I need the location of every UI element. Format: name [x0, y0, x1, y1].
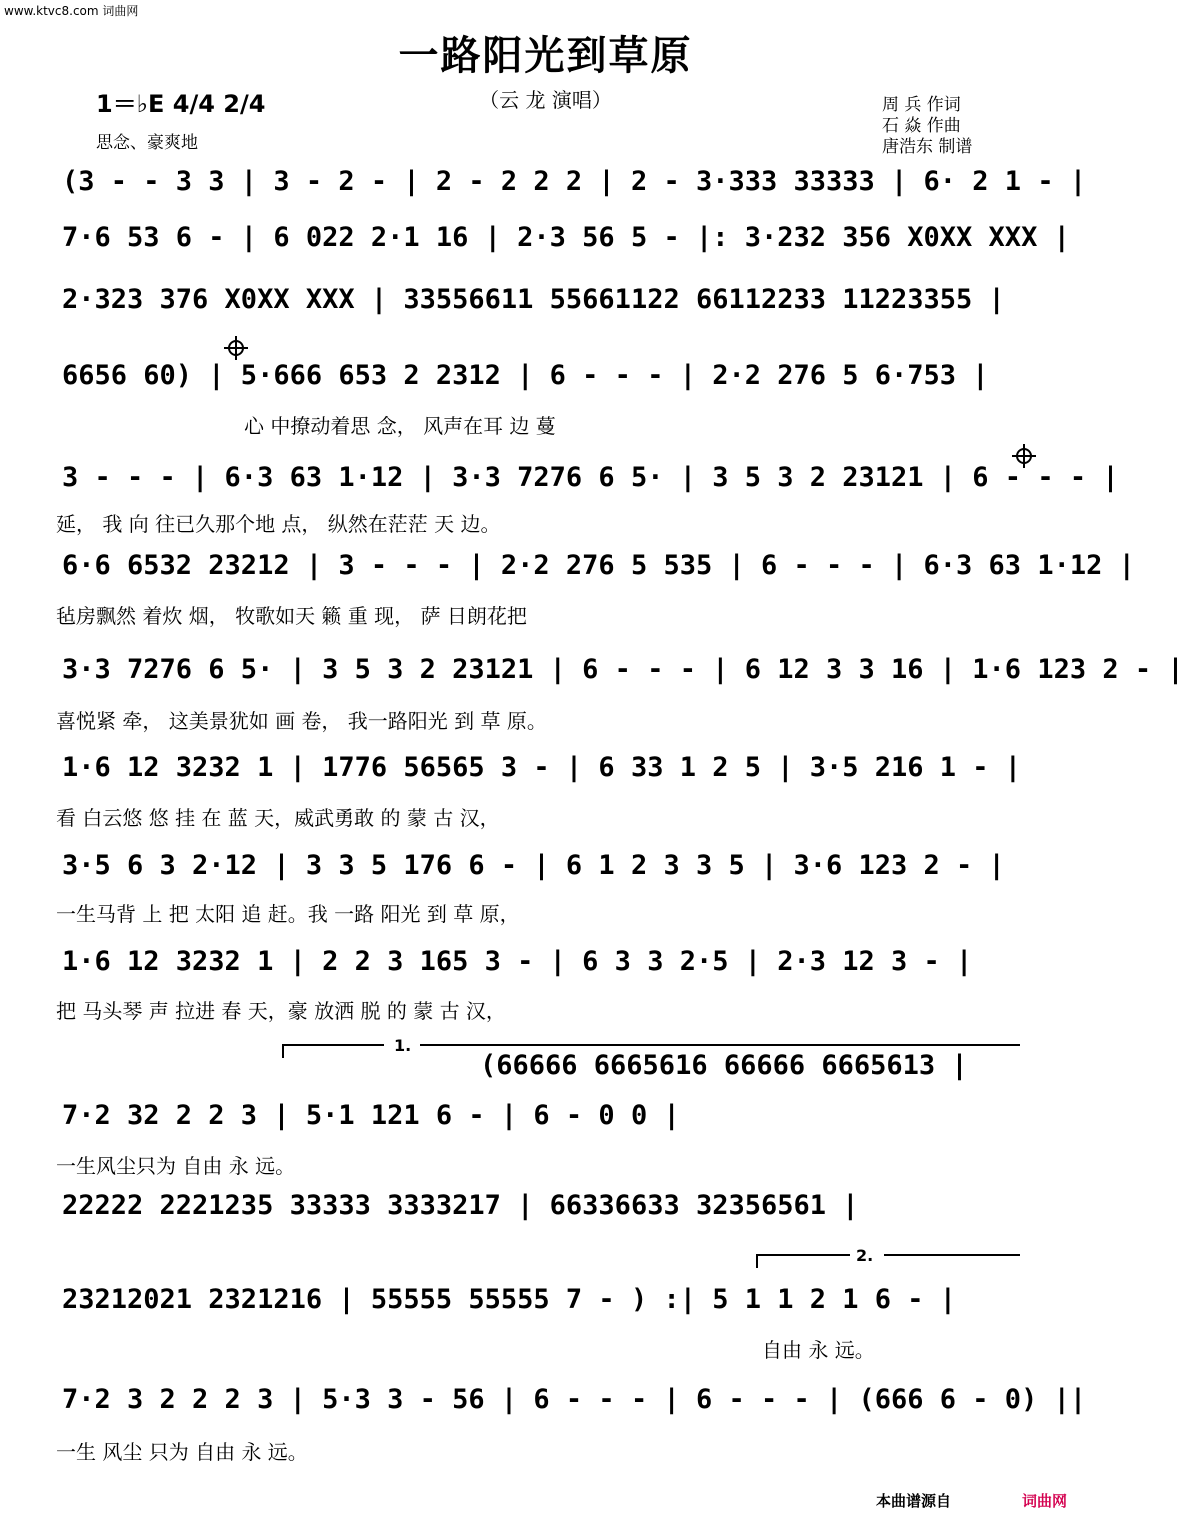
volta-1-bracket: [282, 1044, 384, 1058]
lyric-line-10: 一生 风尘 只为 自由 永 远。: [56, 1440, 308, 1464]
notation-line-6: 6·6 6532 23212 | 3 - - - | 2·2 276 5 535 | 6 - - - | 6·3 63 1·12 |: [62, 550, 1135, 581]
notation-line-2: 7·6 53 6 - | 6 022 2·1 16 | 2·3 56 5 - |: 3·232 356 X0XX XXX |: [62, 222, 1070, 253]
notation-line-14: 23212021 2321216 | 55555 55555 7 - ) :| 5 1 1 2 1 6 - |: [62, 1284, 957, 1315]
credit-arranger: 唐浩东 制谱: [882, 137, 973, 157]
volta-1-extension: [420, 1044, 1020, 1046]
volta-2-label: 2.: [856, 1246, 874, 1265]
notation-line-7: 3·3 7276 6 5· | 3 5 3 2 23121 | 6 - - - | 6 12 3 3 16 | 1·6 123 2 - |: [62, 654, 1184, 685]
lyric-line-9: 自由 永 远。: [762, 1338, 875, 1362]
lyric-line-2: 延， 我 向 往已久那个地 点， 纵然在茫茫 天 边。: [56, 512, 501, 536]
key-signature: 1＝♭E 4/4 2/4: [96, 90, 266, 118]
notation-line-8: 1·6 12 3232 1 | 1776 56565 3 - | 6 33 1 2 5 | 3·5 216 1 - |: [62, 752, 1022, 783]
notation-line-3: 2·323 376 X0XX XXX | 33556611 55661122 66112233 11223355 |: [62, 284, 1005, 315]
notation-line-13: 22222 2221235 33333 3333217 | 66336633 32356561 |: [62, 1190, 859, 1221]
notation-line-9: 3·5 6 3 2·12 | 3 3 5 176 6 - | 6 1 2 3 3 5 | 3·6 123 2 - |: [62, 850, 1005, 881]
lyric-line-5: 看 白云悠 悠 挂 在 蓝 天，威武勇敢 的 蒙 古 汉，: [56, 806, 500, 830]
source-site-link[interactable]: 词曲网: [1022, 1492, 1068, 1510]
volta-2-extension: [884, 1254, 1020, 1256]
volta-1-label: 1.: [394, 1036, 412, 1055]
notation-line-12: 7·2 32 2 2 3 | 5·1 121 6 - | 6 - 0 0 |: [62, 1100, 680, 1131]
source-label: 本曲谱源自: [876, 1492, 952, 1510]
site-watermark: www.ktvc8.com 词曲网: [4, 4, 139, 18]
coda-icon: [224, 336, 248, 360]
notation-line-1: (3 - - 3 3 | 3 - 2 - | 2 - 2 2 2 | 2 - 3·333 33333 | 6· 2 1 - |: [62, 166, 1087, 197]
notation-line-10: 1·6 12 3232 1 | 2 2 3 165 3 - | 6 3 3 2·5 | 2·3 12 3 - |: [62, 946, 973, 977]
notation-line-4: 6656 60) | 5·666 653 2 2312 | 6 - - - | 2·2 276 5 6·753 |: [62, 360, 989, 391]
lyric-line-3: 毡房飘然 着炊 烟， 牧歌如天 籁 重 现， 萨 日朗花把: [56, 604, 527, 628]
lyric-line-7: 把 马头琴 声 拉进 春 天，豪 放洒 脱 的 蒙 古 汉，: [56, 999, 506, 1023]
song-title: 一路阳光到草原: [398, 32, 693, 79]
notation-line-11: (66666 6665616 66666 6665613 |: [480, 1050, 968, 1081]
lyric-line-1: 心 中撩动着思 念， 风声在耳 边 蔓: [244, 414, 556, 438]
lyric-line-6: 一生马背 上 把 太阳 追 赶。我 一路 阳光 到 草 原，: [56, 902, 520, 926]
credit-lyricist: 周 兵 作词: [882, 95, 961, 115]
notation-line-5: 3 - - - | 6·3 63 1·12 | 3·3 7276 6 5· | 3 5 3 2 23121 | 6 - - - |: [62, 462, 1119, 493]
credit-composer: 石 焱 作曲: [882, 116, 961, 136]
lyric-line-4: 喜悦紧 牵， 这美景犹如 画 卷， 我一路阳光 到 草 原。: [56, 709, 547, 733]
volta-2-bracket: [756, 1254, 850, 1268]
tempo-mood: 思念、豪爽地: [96, 133, 198, 153]
notation-line-15: 7·2 3 2 2 2 3 | 5·3 3 - 56 | 6 - - - | 6 - - - | (666 6 - 0) ||: [62, 1384, 1087, 1415]
lyric-line-8: 一生风尘只为 自由 永 远。: [56, 1154, 296, 1178]
performer: （云 龙 演唱）: [479, 88, 612, 112]
